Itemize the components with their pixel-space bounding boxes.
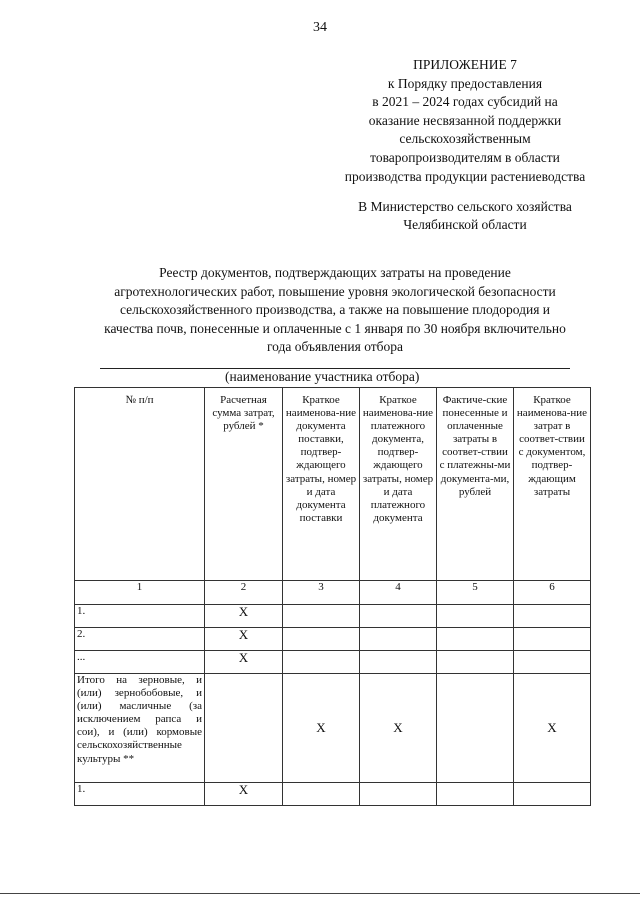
register-table	[74, 387, 591, 806]
table-cell	[283, 651, 360, 674]
table-header-row	[75, 388, 591, 581]
row-number: 1.	[75, 605, 205, 628]
table-cell	[514, 651, 591, 674]
row-number: 2.	[75, 628, 205, 651]
appendix-header	[310, 56, 620, 186]
table-cell: X	[360, 674, 437, 783]
title-line: качества почв, понесенные и оплаченные с 1 января по 30 ноября включительно	[104, 320, 566, 336]
appendix-line: сельскохозяйственным	[399, 131, 531, 147]
header-cell: Фактиче-ские понесенные и оплаченные затраты в соответ-ствии с платежны-ми документа-ми, рублей	[437, 388, 514, 581]
row-number: 1.	[75, 783, 205, 806]
title-line: года объявления отбора	[266, 339, 404, 355]
table-cell: X	[514, 674, 591, 783]
header-cell: Краткое наименова-ние затрат в соответ-ствии с документом, подтвер-ждающим затраты	[514, 388, 591, 581]
table-row	[75, 628, 591, 651]
appendix-line: оказание несвязанной поддержки	[368, 112, 562, 128]
table-cell	[437, 628, 514, 651]
table-cell	[360, 605, 437, 628]
appendix-line: производства продукции растениеводства	[344, 168, 586, 184]
appendix-line: к Порядку предоставления	[387, 75, 543, 91]
table-cell: X	[205, 783, 283, 806]
page-bottom-rule	[0, 893, 640, 894]
header-cell: Краткое наименова-ние платежного документа, подтвер-ждающего затраты, номер и дата платежного документа	[360, 388, 437, 581]
table-cell: X	[205, 605, 283, 628]
column-number: 6	[514, 581, 591, 605]
table-cell	[360, 628, 437, 651]
table-cell	[514, 783, 591, 806]
document-title	[40, 264, 630, 357]
table-cell: X	[205, 651, 283, 674]
table-cell	[514, 605, 591, 628]
appendix-line: в 2021 – 2024 годах субсидий на	[372, 94, 558, 110]
header-cell: Расчетная сумма затрат, рублей *	[205, 388, 283, 581]
header-cell: № п/п	[75, 388, 205, 581]
total-label: Итого на зерновые, и (или) зернобобовые, и (или) масличные (за исключением рапса и сои), и (или) кормовые сельскохозяйственные культуры **	[75, 674, 205, 783]
title-line: агротехнологических работ, повышение уровня экологической безопасности	[114, 283, 556, 299]
table-cell	[283, 628, 360, 651]
table-cell	[360, 651, 437, 674]
table-cell	[283, 783, 360, 806]
appendix-title: ПРИЛОЖЕНИЕ 7	[413, 57, 517, 72]
appendix-line: товаропроизводителям в области	[370, 149, 560, 165]
column-number: 3	[283, 581, 360, 605]
table-cell	[360, 783, 437, 806]
table-row	[75, 783, 591, 806]
recipient-line: В Министерство сельского хозяйства	[358, 199, 572, 214]
table-cell	[437, 674, 514, 783]
table-cell	[283, 605, 360, 628]
recipient-line: Челябинской области	[403, 217, 527, 232]
table-row	[75, 651, 591, 674]
row-number: ...	[75, 651, 205, 674]
table-cell	[437, 651, 514, 674]
table-cell	[437, 605, 514, 628]
header-cell: Краткое наименова-ние документа поставки, подтвер-ждающего затраты, номер и дата документа поставки	[283, 388, 360, 581]
table-cell	[514, 628, 591, 651]
column-number-row	[75, 581, 591, 605]
table-cell: X	[205, 628, 283, 651]
column-number: 2	[205, 581, 283, 605]
title-line: сельскохозяйственного производства, а также на повышение плодородия и	[119, 302, 551, 318]
recipient-block	[310, 198, 620, 234]
table-cell: X	[283, 674, 360, 783]
title-line: Реестр документов, подтверждающих затраты на проведение	[159, 265, 511, 280]
total-row	[75, 674, 591, 783]
page-number: 34	[313, 20, 327, 35]
table-row	[75, 605, 591, 628]
column-number: 4	[360, 581, 437, 605]
column-number: 1	[75, 581, 205, 605]
column-number: 5	[437, 581, 514, 605]
table-cell	[205, 674, 283, 783]
table-cell	[437, 783, 514, 806]
participant-caption: (наименование участника отбора)	[225, 369, 420, 384]
